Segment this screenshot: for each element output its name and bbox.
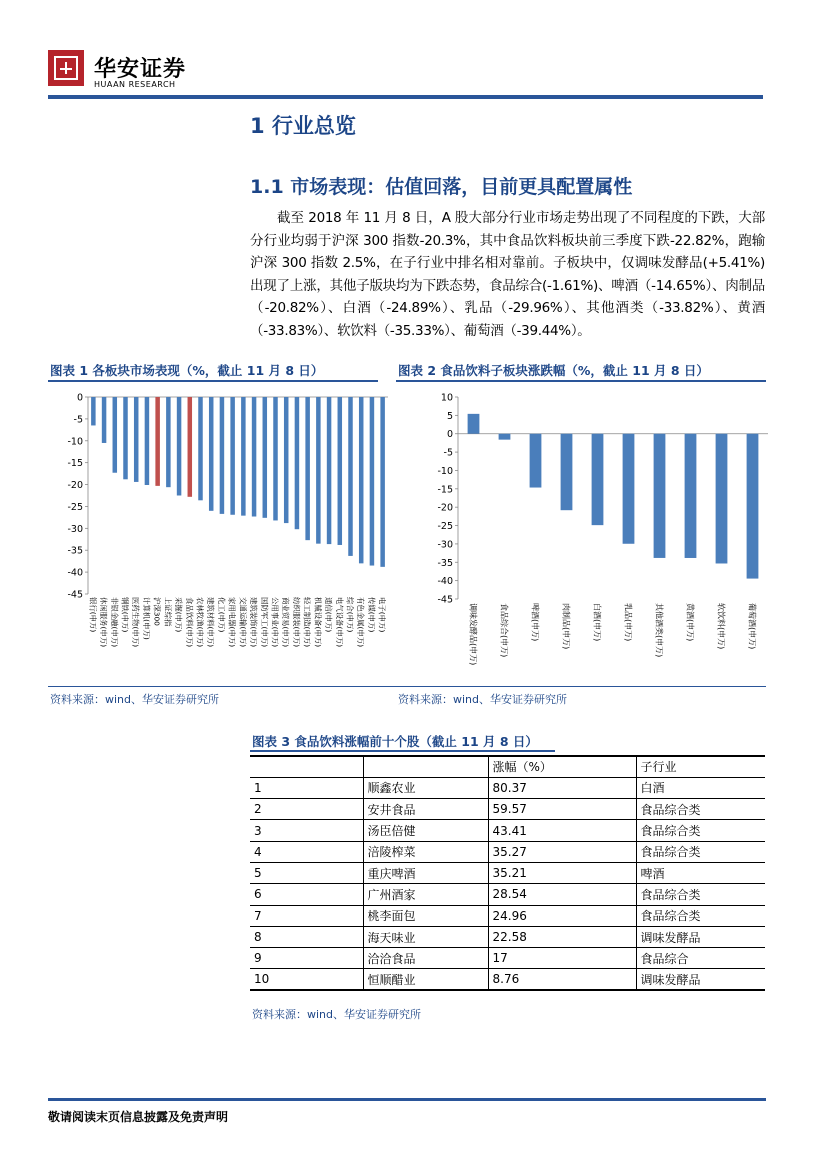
bar — [561, 434, 573, 510]
x-tick-label: 休闲服务(申万) — [99, 597, 109, 648]
bar — [338, 397, 343, 545]
y-tick-label: -10 — [437, 465, 453, 477]
y-tick-label: -15 — [437, 484, 453, 496]
table-cell: 10 — [250, 969, 363, 990]
table-cell: 22.58 — [488, 926, 636, 947]
bar — [359, 397, 364, 563]
table-cell: 35.27 — [488, 841, 636, 862]
bar — [747, 434, 759, 579]
table-cell: 调味发酵品 — [636, 969, 765, 990]
table-cell: 洽洽食品 — [363, 948, 488, 969]
x-tick-label: 通信(申万) — [324, 597, 334, 633]
x-tick-label: 白酒(申万) — [592, 603, 602, 642]
bar — [370, 397, 375, 566]
y-tick-label: -35 — [437, 557, 453, 569]
x-tick-label: 交通运输(申万) — [238, 597, 248, 648]
x-tick-label: 上证综指 — [163, 597, 173, 627]
figure2-title: 图表 2 食品饮料子板块涨跌幅（%，截止 11 月 8 日） — [398, 363, 709, 378]
table-header-cell — [250, 756, 363, 777]
x-tick-label: 肉制品(申万) — [561, 603, 571, 650]
bar — [102, 397, 107, 443]
table-cell: 顺鑫农业 — [363, 777, 488, 798]
x-tick-label: 乳品(申万) — [623, 603, 633, 642]
y-tick-label: -30 — [437, 539, 453, 551]
y-tick-label: -5 — [443, 447, 453, 459]
table-cell: 4 — [250, 841, 363, 862]
x-tick-label: 轻工制造(申万) — [302, 597, 312, 648]
x-tick-label: 建筑材料(申万) — [206, 597, 216, 648]
table-cell: 涪陵榨菜 — [363, 841, 488, 862]
table-source: 资料来源：wind、华安证券研究所 — [252, 1008, 422, 1021]
bar — [220, 397, 225, 514]
x-tick-label: 有色金属(申万) — [356, 597, 366, 648]
table-cell: 食品综合 — [636, 948, 765, 969]
company-name-cn: 华安证券 — [94, 56, 187, 82]
table-row — [250, 799, 765, 820]
table-title-rule — [250, 750, 555, 752]
bar — [592, 434, 604, 525]
section-heading: 1 行业总览 — [250, 114, 356, 138]
table-row — [250, 884, 765, 905]
bar — [273, 397, 278, 520]
table-row — [250, 862, 765, 883]
table-header-cell — [363, 756, 488, 777]
table-row — [250, 948, 765, 969]
y-tick-label: -25 — [67, 501, 83, 513]
figure-bottom-rule — [48, 686, 766, 687]
bar — [654, 434, 666, 558]
x-tick-label: 医药生物(申万) — [131, 597, 141, 648]
table-cell: 重庆啤酒 — [363, 862, 488, 883]
x-tick-label: 电子(申万) — [377, 597, 387, 633]
x-tick-label: 家用电器(申万) — [227, 597, 237, 648]
table-cell: 广州酒家 — [363, 884, 488, 905]
bar — [623, 434, 635, 544]
bar — [316, 397, 321, 544]
table-cell: 食品综合类 — [636, 841, 765, 862]
company-name-en: HUAAN RESEARCH — [94, 80, 176, 89]
y-tick-label: 0 — [76, 392, 83, 404]
x-tick-label: 电气设备(申万) — [334, 597, 344, 648]
bar — [263, 397, 268, 518]
x-tick-label: 农林牧渔(申万) — [195, 597, 205, 648]
table-cell: 啤酒 — [636, 862, 765, 883]
bar — [241, 397, 246, 516]
bar — [685, 434, 697, 558]
table-cell: 80.37 — [488, 777, 636, 798]
table-cell: 安井食品 — [363, 799, 488, 820]
bar — [123, 397, 128, 479]
x-tick-label: 软饮料(申万) — [716, 603, 726, 650]
x-tick-label: 国防军工(申万) — [259, 597, 269, 648]
table-cell: 3 — [250, 820, 363, 841]
figure1-source: 资料来源：wind、华安证券研究所 — [50, 693, 220, 706]
footer-disclaimer: 敬请阅读末页信息披露及免责声明 — [48, 1110, 229, 1124]
x-tick-label: 纺织服装(申万) — [291, 597, 301, 648]
x-tick-label: 其他酒类(申万) — [654, 603, 664, 658]
x-tick-label: 商业贸易(申万) — [281, 597, 291, 648]
bar — [530, 434, 542, 488]
y-tick-label: -40 — [437, 576, 453, 588]
bar — [327, 397, 332, 544]
bar — [348, 397, 353, 556]
table-cell: 59.57 — [488, 799, 636, 820]
bar — [113, 397, 118, 473]
bar — [284, 397, 289, 523]
table-cell: 5 — [250, 862, 363, 883]
figure2-rule — [396, 380, 766, 382]
table-row — [250, 841, 765, 862]
bar — [177, 397, 182, 496]
bar — [134, 397, 139, 482]
x-tick-label: 银行(申万) — [88, 597, 98, 633]
bar — [499, 434, 511, 440]
table-header-cell: 涨幅（%） — [488, 756, 636, 777]
y-tick-label: -15 — [67, 458, 83, 470]
table-cell: 9 — [250, 948, 363, 969]
y-tick-label: -45 — [437, 594, 453, 606]
top-stocks-table — [250, 755, 765, 991]
bar — [305, 397, 310, 540]
table-cell: 8 — [250, 926, 363, 947]
table-cell: 35.21 — [488, 862, 636, 883]
bar — [380, 397, 385, 567]
table-cell: 海天味业 — [363, 926, 488, 947]
y-tick-label: -45 — [67, 589, 83, 601]
table-cell: 17 — [488, 948, 636, 969]
table-cell: 24.96 — [488, 905, 636, 926]
table-cell: 1 — [250, 777, 363, 798]
bar — [468, 414, 480, 434]
x-tick-label: 啤酒(申万) — [530, 603, 540, 642]
table-cell: 28.54 — [488, 884, 636, 905]
x-tick-label: 葡萄酒(申万) — [747, 603, 757, 650]
table-row — [250, 905, 765, 926]
table-cell: 调味发酵品 — [636, 926, 765, 947]
x-tick-label: 食品饮料(申万) — [184, 597, 194, 648]
x-tick-label: 调味发酵品(申万) — [468, 603, 478, 666]
table-row — [250, 969, 765, 990]
table-cell: 食品综合类 — [636, 820, 765, 841]
figure1-rule — [48, 380, 378, 382]
y-tick-label: -20 — [437, 502, 453, 514]
bar — [198, 397, 203, 500]
y-tick-label: -30 — [67, 523, 83, 535]
table-cell: 食品综合类 — [636, 799, 765, 820]
bar — [230, 397, 235, 515]
x-tick-label: 计算机(申万) — [141, 597, 151, 640]
chart1 — [48, 385, 393, 683]
y-tick-label: -35 — [67, 545, 83, 557]
bar — [188, 397, 193, 497]
subsection-heading: 1.1 市场表现：估值回落，目前更具配置属性 — [250, 176, 633, 198]
x-tick-label: 化工(申万) — [216, 597, 226, 633]
x-tick-label: 非银金融(申万) — [109, 597, 119, 648]
x-tick-label: 综合(申万) — [345, 597, 355, 633]
bar — [252, 397, 256, 517]
figure2-source: 资料来源：wind、华安证券研究所 — [398, 693, 568, 706]
bar — [166, 397, 171, 487]
y-tick-label: 0 — [446, 429, 453, 441]
company-logo-icon — [48, 50, 84, 86]
y-tick-label: 10 — [440, 392, 453, 404]
table-row — [250, 926, 765, 947]
header-rule — [48, 95, 763, 99]
bar — [716, 434, 728, 564]
table-header-row — [250, 756, 765, 777]
table-header-cell: 子行业 — [636, 756, 765, 777]
table-cell: 8.76 — [488, 969, 636, 990]
x-tick-label: 传媒(申万) — [366, 597, 376, 633]
bar — [145, 397, 150, 485]
table-cell: 桃李面包 — [363, 905, 488, 926]
x-tick-label: 黄酒(申万) — [685, 603, 695, 642]
y-tick-label: -5 — [73, 414, 83, 426]
table-cell: 食品综合类 — [636, 905, 765, 926]
bar — [91, 397, 96, 425]
y-tick-label: -25 — [437, 521, 453, 533]
footer-rule — [48, 1098, 766, 1101]
table-cell: 恒顺醋业 — [363, 969, 488, 990]
x-tick-label: 建筑装饰(申万) — [249, 597, 259, 648]
table-cell: 食品综合类 — [636, 884, 765, 905]
y-tick-label: -10 — [67, 436, 83, 448]
table-title: 图表 3 食品饮料涨幅前十个股（截止 11 月 8 日） — [252, 734, 538, 749]
table-cell: 43.41 — [488, 820, 636, 841]
table-row — [250, 820, 765, 841]
bar — [155, 397, 160, 486]
x-tick-label: 机械设备(申万) — [313, 597, 323, 648]
figure1-title: 图表 1 各板块市场表现（%，截止 11 月 8 日） — [50, 363, 324, 378]
x-tick-label: 沪深300 — [152, 597, 162, 626]
bar — [209, 397, 214, 511]
x-tick-label: 采掘(申万) — [174, 597, 184, 633]
x-tick-label: 钢铁(申万) — [120, 597, 130, 633]
y-tick-label: -40 — [67, 567, 83, 579]
table-row — [250, 777, 765, 798]
chart2 — [396, 385, 768, 683]
x-tick-label: 公用事业(申万) — [270, 597, 280, 648]
y-tick-label: -20 — [67, 480, 83, 492]
table-cell: 汤臣倍健 — [363, 820, 488, 841]
table-cell: 2 — [250, 799, 363, 820]
x-tick-label: 食品综合(申万) — [499, 603, 509, 658]
table-cell: 7 — [250, 905, 363, 926]
table-cell: 6 — [250, 884, 363, 905]
body-paragraph: 截至 2018 年 11 月 8 日，A 股大部分行业市场走势出现了不同程度的下跌，大部分行业均弱于沪深 300 指数-20.3%，其中食品饮料板块前三季度下跌-22.82%，跑输沪深 300 指数 2.5%，在子行业中排名相对靠前。子板块中，仅调味发酵品(+5.41%)出现了上涨，其他子版块均为下跌态势，食品综合(-1.61%)、啤酒（-14.65%）、肉制品（-20.82%）、白酒（-24.89%）、乳品（-29.96%）、其他酒类（-33.82%）、黄酒（-33.83%）、软饮料（-35.33%）、葡萄酒（-39.44%）。 — [250, 210, 765, 339]
table-cell: 白酒 — [636, 777, 765, 798]
y-tick-label: 5 — [446, 410, 453, 422]
bar — [295, 397, 300, 529]
